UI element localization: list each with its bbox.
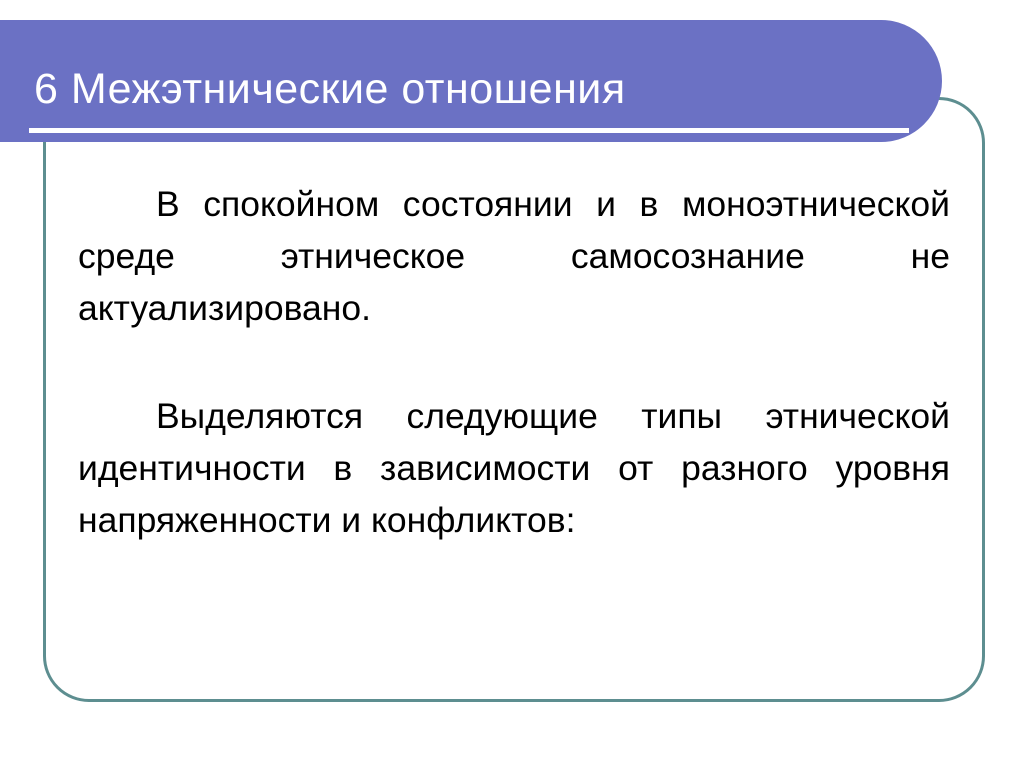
page-title: 6 Межэтнические отношения bbox=[34, 65, 626, 113]
title-divider bbox=[29, 128, 909, 133]
slide-body bbox=[78, 178, 950, 546]
body-paragraph: Выделяются следующие типы этнической идентичности в зависимости от разного уровня напряженности и конфликтов: bbox=[78, 396, 950, 540]
title-banner bbox=[0, 20, 942, 142]
body-paragraph: В спокойном состоянии и в моноэтнической среде этническое самосознание не актуализировано. bbox=[78, 184, 950, 328]
